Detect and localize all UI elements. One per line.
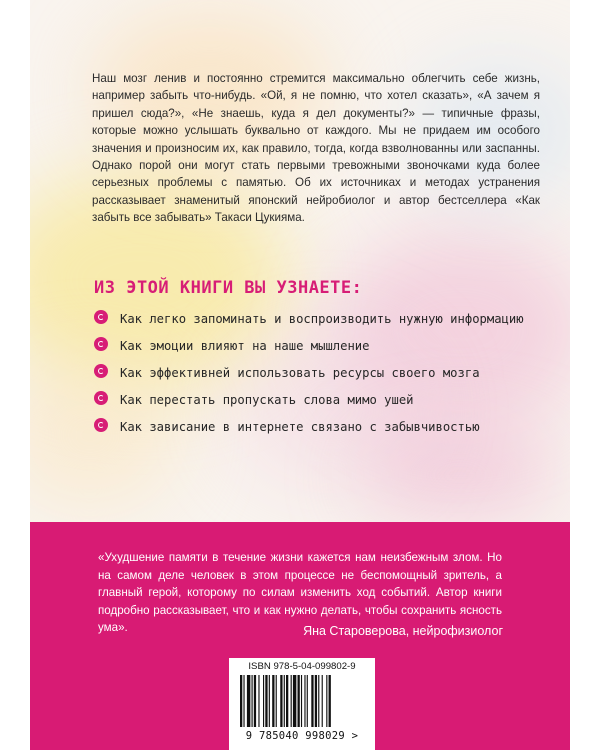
spiral-bullet-icon bbox=[94, 310, 108, 324]
barcode-icon bbox=[240, 675, 364, 727]
watercolor-blob bbox=[360, 430, 560, 520]
quote-author: Яна Староверова, нейрофизиолог bbox=[303, 624, 503, 638]
quote-panel bbox=[30, 522, 570, 750]
spiral-bullet-icon bbox=[94, 391, 108, 405]
spiral-bullet-icon bbox=[94, 418, 108, 432]
learn-heading: ИЗ ЭТОЙ КНИГИ ВЫ УЗНАЕТЕ: bbox=[94, 278, 363, 298]
barcode-area bbox=[229, 658, 375, 750]
list-item-text: Как перестать пропускать слова мимо ушей bbox=[120, 393, 414, 407]
book-back-cover bbox=[30, 0, 570, 750]
list-item bbox=[94, 308, 524, 328]
list-item-text: Как зависание в интернете связано с забывчивостью bbox=[120, 420, 480, 434]
list-item bbox=[94, 335, 524, 355]
list-item-text: Как легко запоминать и воспроизводить нужную информацию bbox=[120, 312, 524, 326]
quote-text: «Ухудшение памяти в течение жизни кажется нам неизбежным злом. Но на самом деле человек в этом процессе не беспомощный зритель, а главный герой, которому по силам изменить ход событий. Автор книги подробно рассказывает, что и как нужно делать, чтобы сохранить ясность ума». bbox=[98, 551, 502, 635]
isbn-label: ISBN 978-5-04-099802-9 bbox=[248, 661, 356, 672]
spiral-bullet-icon bbox=[94, 364, 108, 378]
intro-paragraph: Наш мозг ленив и постоянно стремится максимально облегчить себе жизнь, например забыть что-нибудь. «Ой, я не помню, что хотел сказать», «А зачем я пришел сюда?», «Не знаешь, куда я дел документы?» — типичные фразы, которые можно услышать буквально от каждого. Мы не придаем им особого значения и произносим их, как правило, тогда, когда взволнованны или заспанны. Однако порой они могут стать первыми тревожными звоночками куда более серьезных проблемы с памятью. Об их источниках и методах устранения рассказывает знаменитый японский нейробиолог и автор бестселлера «Как забыть все забывать» Такаси Цукияма. bbox=[92, 72, 540, 225]
list-item-text: Как эффективней использовать ресурсы своего мозга bbox=[120, 366, 480, 380]
list-item bbox=[94, 416, 524, 436]
learn-list bbox=[94, 308, 524, 443]
spiral-bullet-icon bbox=[94, 337, 108, 351]
list-item-text: Как эмоции влияют на наше мышление bbox=[120, 339, 370, 353]
list-item bbox=[94, 362, 524, 382]
list-item bbox=[94, 389, 524, 409]
barcode-digits: 9 785040 998029 > bbox=[245, 730, 359, 742]
